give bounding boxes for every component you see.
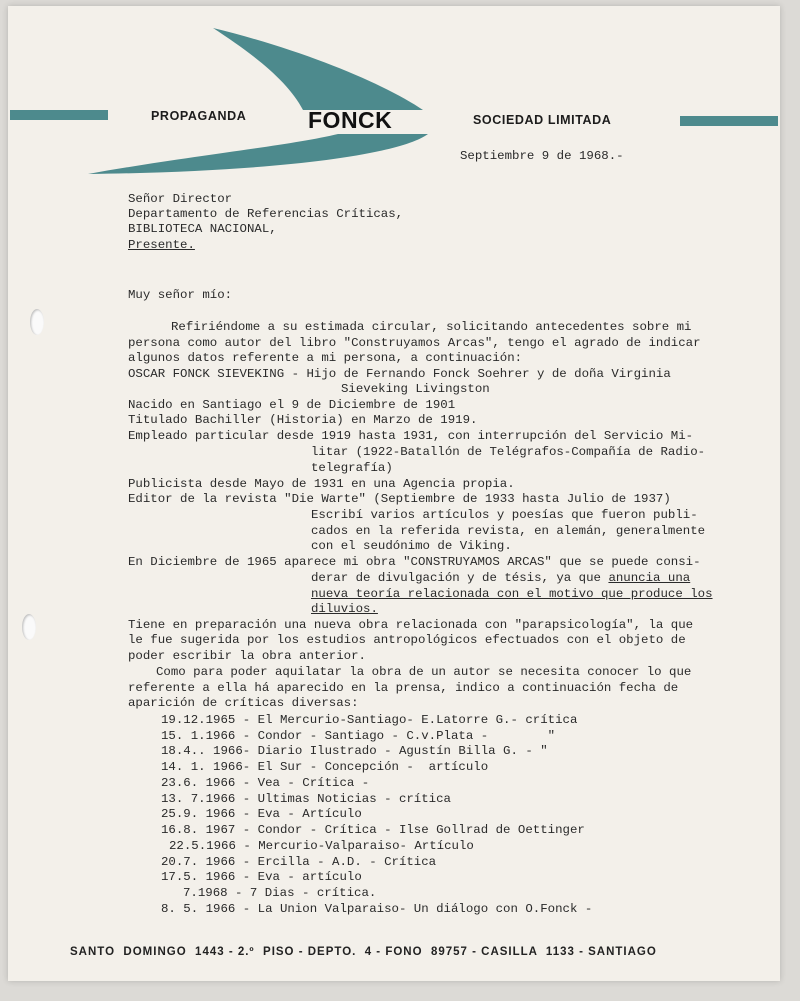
body-line: Titulado Bachiller (Historia) en Marzo de 1919. bbox=[128, 413, 478, 427]
fonck-swoosh-logo bbox=[8, 6, 780, 206]
body-line bbox=[311, 571, 690, 586]
review-item: 7.1968 - 7 Dias - crítica. bbox=[183, 886, 377, 900]
recipient-line: Presente. bbox=[128, 238, 195, 252]
body-line: le fue sugerida por los estudios antropológicos efectuados con el objeto de bbox=[128, 633, 686, 647]
review-item: 14. 1. 1966- El Sur - Concepción - artículo bbox=[161, 760, 489, 774]
recipient-line: Departamento de Referencias Críticas, bbox=[128, 207, 404, 221]
letterhead-footer-address: SANTO DOMINGO 1443 - 2.º PISO - DEPTO. 4 - FONO 89757 - CASILLA 1133 - SANTIAGO bbox=[70, 946, 657, 958]
body-line: Como para poder aquilatar la obra de un autor se necesita conocer lo que bbox=[156, 665, 692, 679]
body-line: OSCAR FONCK SIEVEKING - Hijo de Fernando Fonck Soehrer y de doña Virginia bbox=[128, 367, 671, 381]
review-item: 13. 7.1966 - Ultimas Noticias - crítica bbox=[161, 792, 451, 806]
body-line: Sieveking Livingston bbox=[341, 382, 490, 396]
review-item: 15. 1.1966 - Condor - Santiago - C.v.Plata - " bbox=[161, 729, 556, 743]
recipient-line: Señor Director bbox=[128, 192, 233, 206]
body-line: En Diciembre de 1965 aparece mi obra "CONSTRUYAMOS ARCAS" que se puede consi- bbox=[128, 555, 701, 569]
body-line: Publicista desde Mayo de 1931 en una Agencia propia. bbox=[128, 477, 515, 491]
recipient-line: BIBLIOTECA NACIONAL, bbox=[128, 222, 277, 236]
body-line-text: derar de divulgación y de tésis, ya que bbox=[311, 571, 609, 585]
body-line: litar (1922-Batallón de Telégrafos-Compañía de Radio- bbox=[311, 445, 706, 459]
body-line-underlined: anuncia una bbox=[608, 571, 691, 585]
body-line: aparición de críticas diversas: bbox=[128, 696, 359, 710]
review-item: 25.9. 1966 - Eva - Artículo bbox=[161, 807, 362, 821]
review-item: 23.6. 1966 - Vea - Crítica - bbox=[161, 776, 370, 790]
letter-page bbox=[8, 6, 780, 981]
letterhead-propaganda: PROPAGANDA bbox=[151, 109, 247, 123]
body-line: algunos datos referente a mi persona, a continuación: bbox=[128, 351, 523, 365]
body-line: Refiriéndome a su estimada circular, solicitando antecedentes sobre mi bbox=[171, 320, 692, 334]
review-item: 8. 5. 1966 - La Union Valparaiso- Un diálogo con O.Fonck - bbox=[161, 902, 593, 916]
salutation: Muy señor mío: bbox=[128, 288, 233, 302]
body-line: referente a ella há aparecido en la prensa, indico a continuación fecha de bbox=[128, 681, 679, 695]
body-line: Editor de la revista "Die Warte" (Septiembre de 1933 hasta Julio de 1937) bbox=[128, 492, 671, 506]
body-line: telegrafía) bbox=[311, 461, 393, 475]
body-line-underlined: diluvios. bbox=[311, 602, 378, 616]
body-line: poder escribir la obra anterior. bbox=[128, 649, 366, 663]
letterhead-sociedad: SOCIEDAD LIMITADA bbox=[473, 113, 612, 127]
body-line: Empleado particular desde 1919 hasta 1931, con interrupción del Servicio Mi- bbox=[128, 429, 694, 443]
review-item: 16.8. 1967 - Condor - Crítica - Ilse Gollrad de Oettinger bbox=[161, 823, 585, 837]
review-item: 19.12.1965 - El Mercurio-Santiago- E.Latorre G.- crítica bbox=[161, 713, 578, 727]
punch-hole bbox=[22, 614, 36, 640]
body-line: Tiene en preparación una nueva obra relacionada con "parapsicología", la que bbox=[128, 618, 694, 632]
body-line: Nacido en Santiago el 9 de Diciembre de 1901 bbox=[128, 398, 456, 412]
punch-hole bbox=[30, 309, 44, 335]
body-line: con el seudónimo de Viking. bbox=[311, 539, 512, 553]
review-item: 17.5. 1966 - Eva - artículo bbox=[161, 870, 362, 884]
review-item: 20.7. 1966 - Ercilla - A.D. - Crítica bbox=[161, 855, 437, 869]
body-line-underlined: nueva teoría relacionada con el motivo que produce los bbox=[311, 587, 713, 601]
review-item: 22.5.1966 - Mercurio-Valparaiso- Artículo bbox=[169, 839, 474, 853]
letterhead-brand: FONCK bbox=[308, 107, 393, 133]
body-line: Escribí varios artículos y poesías que fueron publi- bbox=[311, 508, 698, 522]
review-item: 18.4.. 1966- Diario Ilustrado - Agustín Billa G. - " bbox=[161, 744, 548, 758]
letter-date: Septiembre 9 de 1968.- bbox=[460, 149, 624, 163]
body-line: persona como autor del libro "Construyamos Arcas", tengo el agrado de indicar bbox=[128, 336, 701, 350]
body-line: cados en la referida revista, en alemán, generalmente bbox=[311, 524, 706, 538]
